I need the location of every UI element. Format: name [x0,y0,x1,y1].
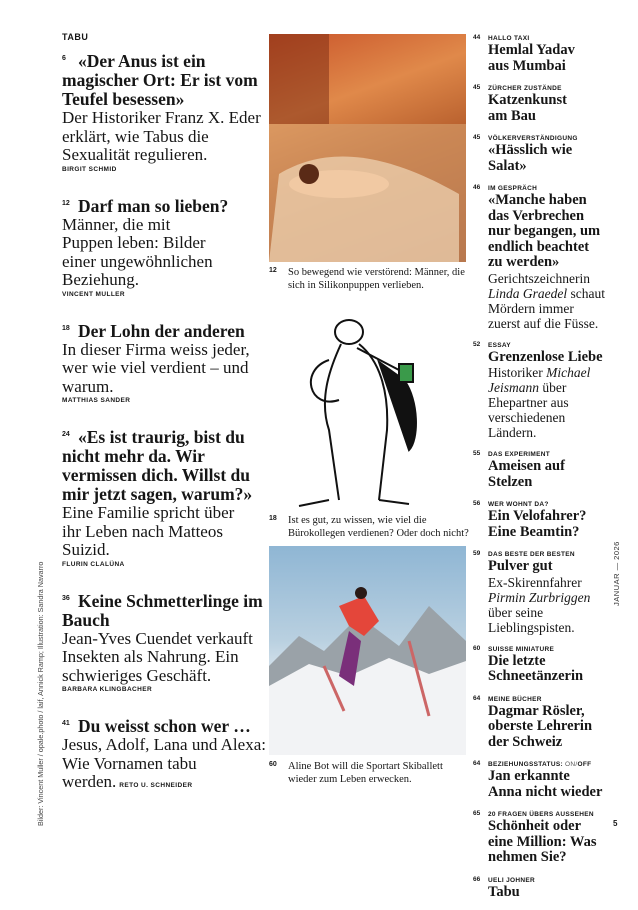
entry-headline: Jan erkannte Anna nicht wieder [488,768,603,800]
entry-kicker: WER WOHNT DA? [488,501,549,508]
caption-page-number: 12 [269,267,277,274]
desc-name: Linda Graedel [488,285,568,301]
desc-text: über seine Lieblingspisten. [488,604,575,635]
entry-kicker: 20 FRAGEN ÜBERS AUSSEHEN [488,811,594,818]
entry-headline: Ein Velofahrer? Eine Beamtin? [488,508,587,540]
page-number: 56 [473,500,481,507]
entry-headline: Der Lohn der anderen [78,320,245,341]
toc-entry[interactable] [473,34,605,74]
entry-kicker: VÖLKERVERSTÄNDIGUNG [488,135,578,142]
entry-kicker: ESSAY [488,341,511,349]
page-number: 52 [473,340,481,348]
toc-entry[interactable] [473,184,605,331]
entry-author: RETO U. SCHNEIDER [119,782,193,789]
page-number: 45 [473,84,481,91]
entry-description: In dieser Firma weiss jeder, wer wie viel verdient – und warum. [62,339,250,396]
toc-entry[interactable] [62,717,267,792]
toc-entry[interactable] [473,500,605,540]
photo-doll-bed[interactable] [269,34,466,262]
desc-name: Pirmin Zurbriggen [488,589,591,605]
entry-headline: Pulver gut [488,558,553,574]
entry-headline: Ameisen auf Stelzen [488,458,565,490]
entry-description: Jean-Yves Cuendet verkauft Insekten als Nahrung. Ein schwieriges Geschäft. [62,628,253,685]
page-number: 64 [473,694,481,702]
page-number: 66 [473,875,481,883]
toc-entry[interactable] [473,341,605,441]
entry-headline: Katzenkunst am Bau [488,92,567,124]
entry-headline: Die letzte Schneetänzerin [488,652,584,684]
page-number: 64 [473,760,481,767]
desc-text: Historiker [488,365,547,380]
page-number: 12 [62,199,70,207]
illustration-office-worker[interactable] [269,300,466,508]
entry-description: Eine Familie spricht über ihr Leben nach Matteos Suizid. [62,503,235,559]
toc-entry[interactable] [62,428,267,568]
kicker-off: OFF [577,761,592,768]
entry-kicker: IM GESPRÄCH [488,185,538,192]
desc-text: über Ehepartner aus verschiedenen Ländern. [488,380,569,440]
page-number: 36 [62,594,70,602]
entry-headline: Darf man so lieben? [78,195,229,216]
entry-kicker: ZÜRCHER ZUSTÄNDE [488,85,562,92]
entry-author: BIRGIT SCHMID [62,165,117,173]
toc-entry[interactable] [473,695,605,751]
page-number: 59 [473,550,481,557]
caption-text: Aline Bot will die Sportart Skiballett wieder zum Leben erwecken. [288,761,443,785]
entry-kicker: MEINE BÜCHER [488,695,542,703]
photo-skiballett[interactable] [269,546,466,755]
entry-author: VINCENT MULLER [62,290,126,298]
entry-kicker: UELI JOHNER [488,876,536,884]
entry-headline: Tabu [488,883,520,900]
desc-text: schaut Mördern immer zuerst auf die Füsse. [488,285,605,331]
toc-entry[interactable] [473,84,605,124]
caption-page-number: 60 [269,761,277,768]
caption-text: So bewegend wie verstörend: Männer, die sich in Silikonpuppen verlieben. [288,267,465,291]
page-number: 6 [62,55,66,62]
page-number: 65 [473,810,481,817]
entry-description [488,271,605,331]
page-number: 44 [473,34,481,41]
entry-headline: Keine Schmetterlinge im Bauch [62,590,263,630]
toc-entry[interactable] [473,134,605,174]
entry-kicker: SUISSE MINIATURE [488,645,555,653]
entry-kicker: DAS EXPERIMENT [488,451,550,458]
image-caption [269,266,469,292]
toc-entry[interactable] [473,550,605,635]
toc-entry[interactable] [62,592,267,694]
page-number: 60 [473,644,481,652]
entry-headline: «Der Anus ist ein magischer Ort: Er ist vom Teufel besessen» [62,51,258,109]
page-number-footer: 5 [613,819,618,828]
entry-headline: Schönheit oder eine Million: Was nehmen Sie? [488,818,597,865]
entry-description-text: Jesus, Adolf, Lana und Alexa: Wie Vornamen tabu werden. [62,735,266,791]
page-number: 18 [62,324,70,332]
entry-headline: Grenzenlose Liebe [488,348,603,365]
toc-entry[interactable] [473,876,605,901]
kicker-text: BEZIEHUNGSSTATUS: [488,761,566,768]
photo-scene-icon [269,34,466,262]
page-number: 55 [473,450,481,457]
caption-text: Ist es gut, zu wissen, wie viel die Bürokollegen verdienen? Oder doch nicht? [288,515,469,539]
issue-date: JANUAR — 2026 [612,541,621,606]
entry-headline: «Es ist traurig, bist du nicht mehr da. Wir vermissen dich. Willst du mir jetzt sagen, warum?» [62,427,253,504]
photo-mountain-skier-icon [269,546,466,755]
toc-entry[interactable] [62,52,267,173]
desc-name: Michael Jeismann [488,365,591,395]
toc-entry[interactable] [473,645,605,685]
entry-headline: Hemlal Yadav aus Mumbai [488,42,575,74]
entry-description [488,365,605,440]
left-column [62,52,267,816]
entry-author: BARBARA KLINGBACHER [62,686,153,693]
entry-description: Männer, die mit Puppen leben: Bilder einer ungewöhnlichen Beziehung. [62,214,213,289]
entry-author: FLURIN CLALÜNA [62,560,125,568]
toc-entry[interactable] [62,197,267,298]
entry-headline: «Hässlich wie Salat» [488,142,573,174]
image-caption [269,760,469,786]
right-column [473,34,605,910]
entry-kicker: HALLO TAXI [488,35,530,42]
toc-entry[interactable] [473,450,605,490]
desc-text: Ex-Skirennfahrer [488,574,582,590]
entry-headline: «Manche haben das Verbrechen nur begangen, um endlich beachtet zu werden» [488,192,601,270]
toc-entry[interactable] [473,760,605,800]
section-label: TABU [62,32,89,42]
image-caption [269,514,469,540]
entry-description [488,575,605,635]
entry-headline: Dagmar Rösler, oberste Lehrerin der Schweiz [488,702,593,750]
toc-entry[interactable] [62,322,267,405]
entry-description: Der Historiker Franz X. Eder erklärt, wie Tabus die Sexualität regulieren. [62,108,261,164]
caption-page-number: 18 [269,515,277,522]
page-number: 46 [473,184,481,191]
desc-text: Gerichtszeichnerin [488,270,590,286]
page-number: 45 [473,134,481,141]
page-number: 41 [62,720,70,727]
entry-headline: Du weisst schon wer … [78,716,251,736]
entry-author: MATTHIAS SANDER [62,397,131,404]
image-credits: Bilder: Vincent Muller / opale.photo / laif, Annick Ramp; Illustration: Sandra Navarro [36,561,45,826]
kicker-on: ON/ [565,761,578,768]
illustration-man-icon [269,300,466,508]
toc-entry[interactable] [473,810,605,866]
entry-kicker: DAS BESTE DER BESTEN [488,551,575,558]
entry-description [62,736,267,792]
page-number: 24 [62,431,70,438]
